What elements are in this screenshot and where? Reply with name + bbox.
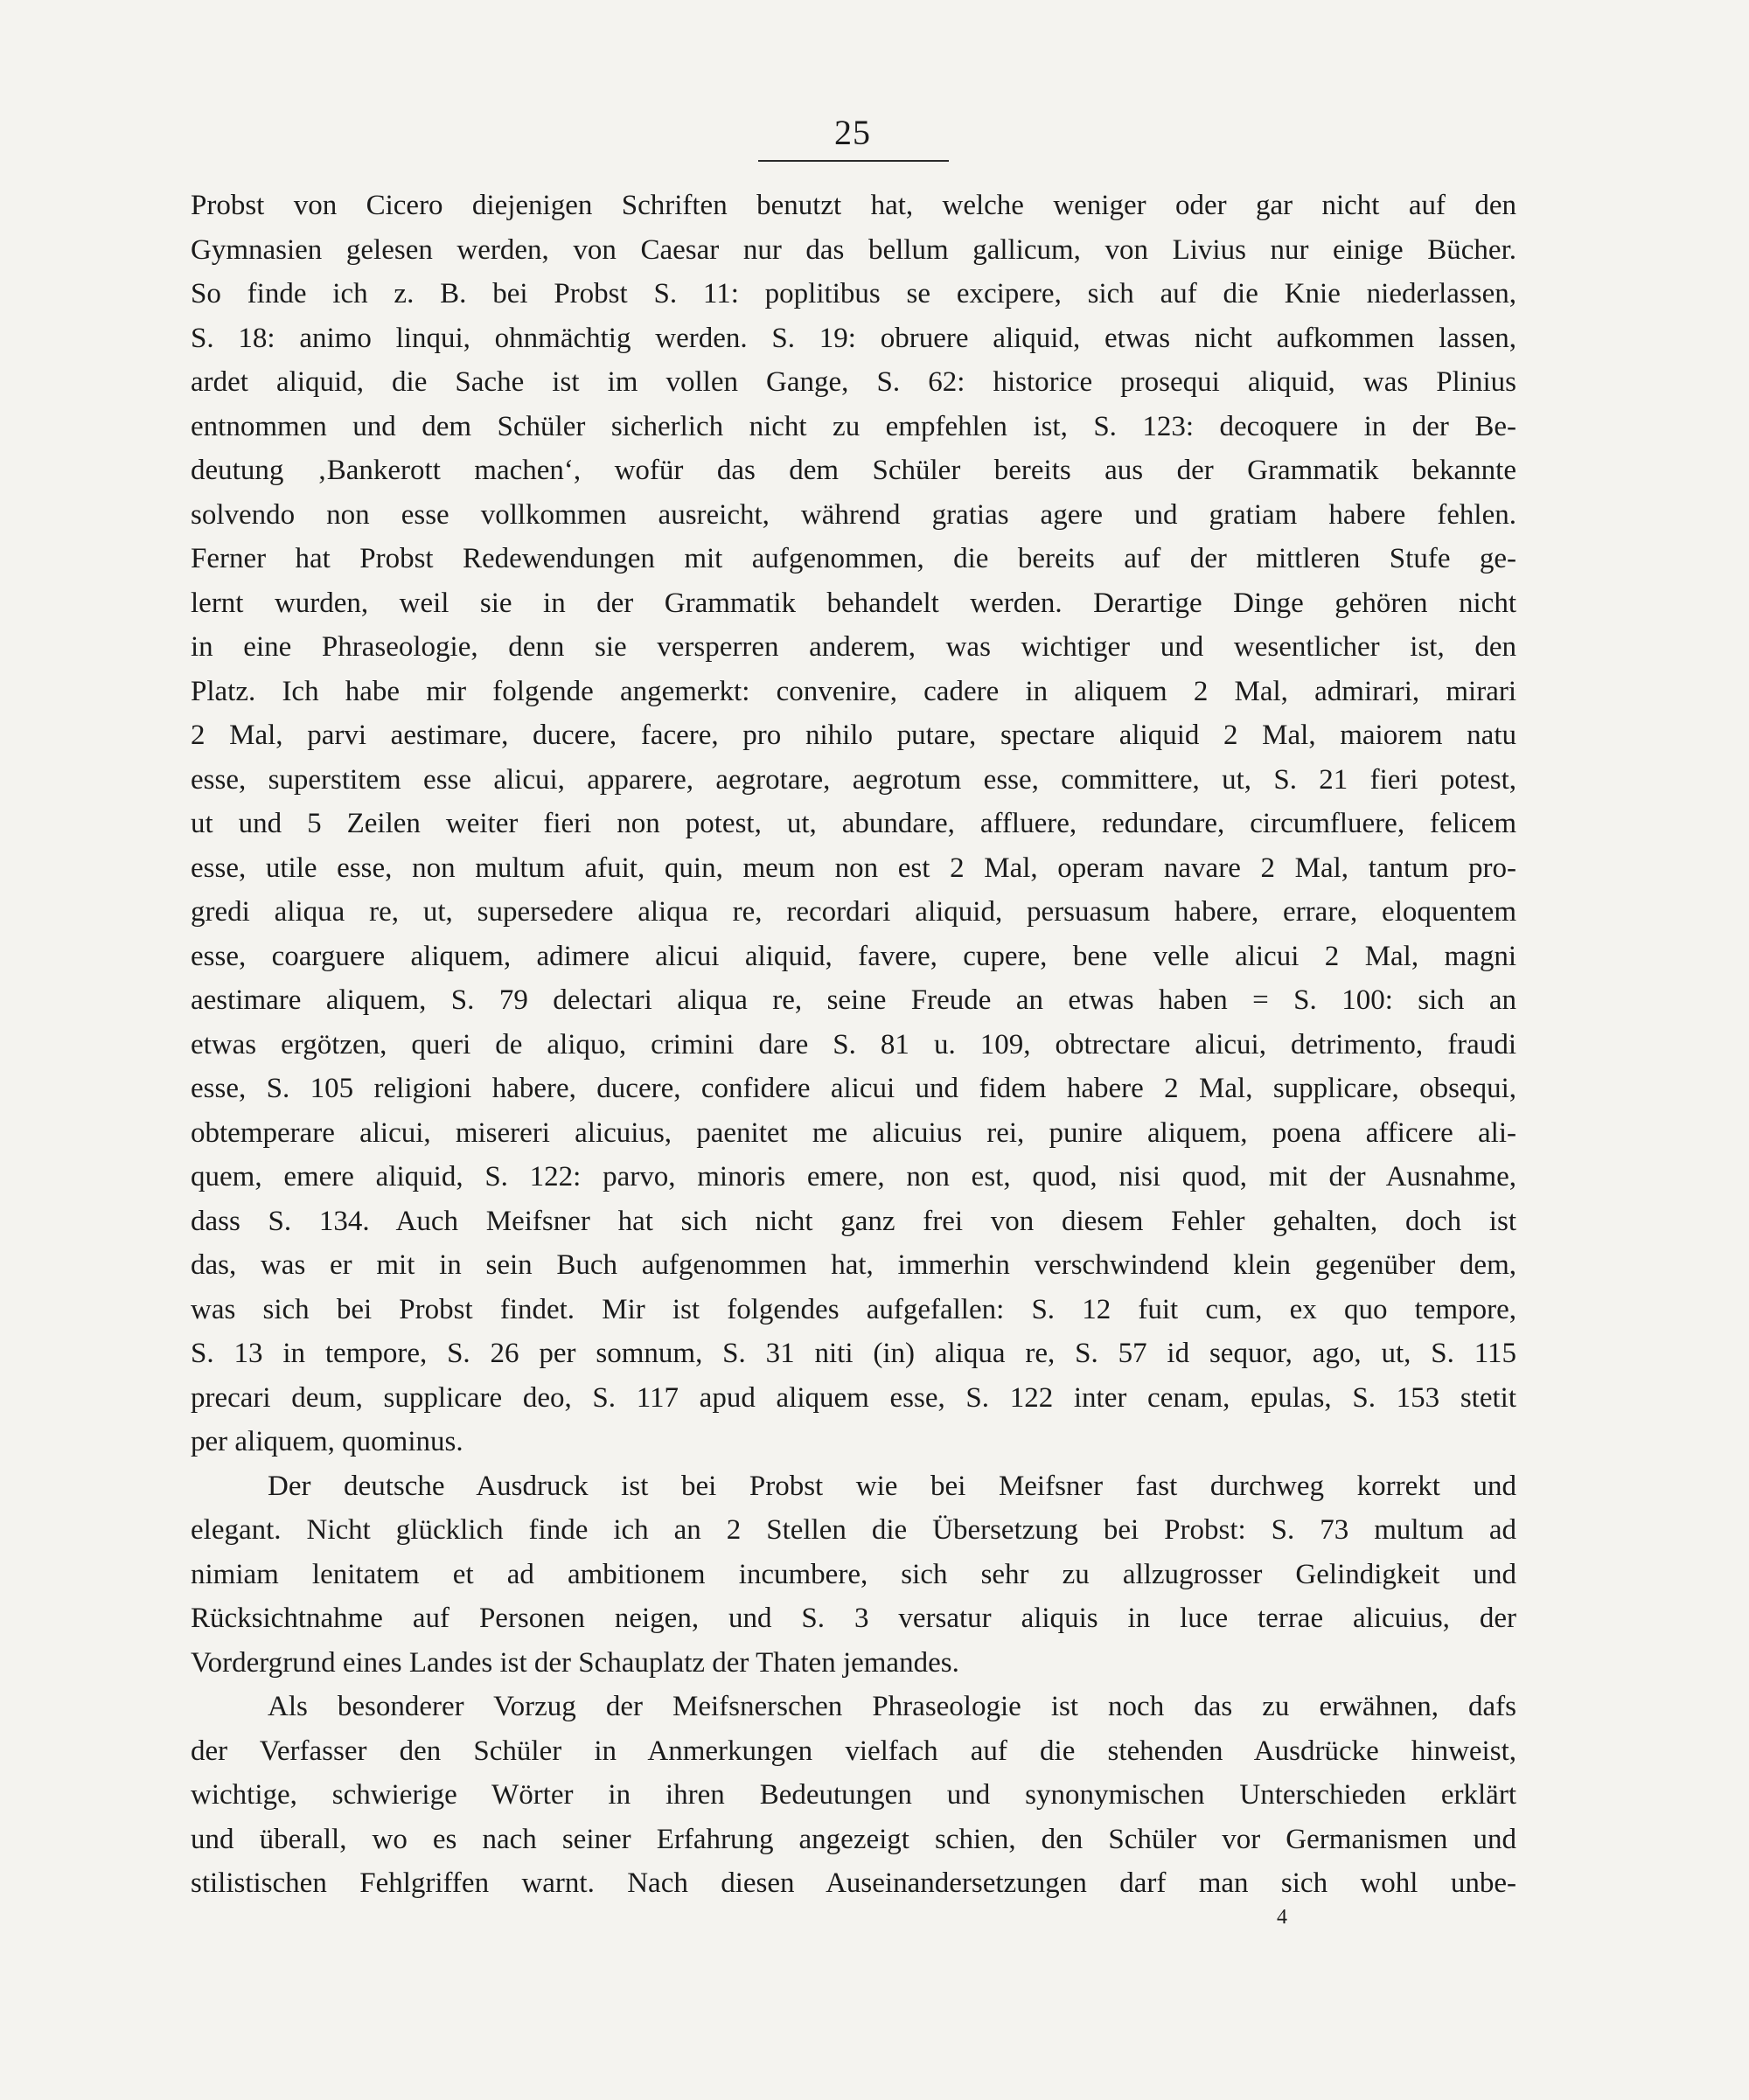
header-rule — [758, 160, 949, 162]
text-line: deutung ‚Bankerott machen‘, wofür das dem Schüler bereits aus der Grammatik bekannte — [191, 455, 1516, 486]
text-line: solvendo non esse vollkommen ausreicht, während gratias agere und gratiam habere fehlen. — [191, 498, 1516, 531]
text-line: esse, coarguere aliquem, adimere alicui aliquid, favere, cupere, bene velle alicui 2 Mal, magni — [191, 940, 1516, 972]
text-line: esse, superstitem esse alicui, apparere, aegrotare, aegrotum esse, committere, ut, S. 21 fieri potest, — [191, 763, 1516, 796]
text-line: wichtige, schwierige Wörter in ihren Bedeutungen und synonymischen Unterschieden erklärt — [191, 1779, 1516, 1811]
text-line: aestimare aliquem, S. 79 delectari aliqua re, seine Freude an etwas haben = S. 100: sich an — [191, 984, 1516, 1016]
text-line: Platz. Ich habe mir folgende angemerkt: convenire, cadere in aliquem 2 Mal, admirari, mirari — [191, 675, 1516, 707]
text-line: stilistischen Fehlgriffen warnt. Nach diesen Auseinandersetzungen darf man sich wohl unbe- — [191, 1867, 1516, 1899]
text-line: quem, emere aliquid, S. 122: parvo, minoris emere, non est, quod, nisi quod, mit der Ausnahme, — [191, 1161, 1516, 1193]
paragraph-3 — [191, 1685, 1516, 1906]
text-line: gredi aliqua re, ut, supersedere aliqua re, recordari aliquid, persuasum habere, errare, eloquentem — [191, 896, 1516, 928]
text-line: obtemperare alicui, misereri alicuius, paenitet me alicuius rei, punire aliquem, poena afficere ali- — [191, 1116, 1516, 1149]
text-line: was sich bei Probst findet. Mir ist folgendes aufgefallen: S. 12 fuit cum, ex quo tempore, — [191, 1293, 1516, 1325]
text-line: Der deutsche Ausdruck ist bei Probst wie bei Meifsner fast durchweg korrekt und — [268, 1470, 1516, 1502]
text-line: ardet aliquid, die Sache ist im vollen Gange, S. 62: historice prosequi aliquid, was Plinius — [191, 366, 1516, 398]
text-line: esse, S. 105 religioni habere, ducere, confidere alicui und fidem habere 2 Mal, supplicare, obsequi, — [191, 1073, 1516, 1104]
text-line: entnommen und dem Schüler sicherlich nicht zu empfehlen ist, S. 123: decoquere in der Be- — [191, 410, 1516, 442]
paragraph-2 — [191, 1464, 1516, 1686]
text-line: Rücksichtnahme auf Personen neigen, und S. 3 versatur aliquis in luce terrae alicuius, der — [191, 1603, 1516, 1634]
text-line: So finde ich z. B. bei Probst S. 11: poplitibus se excipere, sich auf die Knie niederlassen, — [191, 278, 1516, 309]
text-line: lernt wurden, weil sie in der Grammatik behandelt werden. Derartige Dinge gehören nicht — [191, 587, 1516, 619]
text-line: S. 18: animo linqui, ohnmächtig werden. S. 19: obruere aliquid, etwas nicht aufkommen lassen, — [191, 322, 1516, 354]
text-line: der Verfasser den Schüler in Anmerkungen vielfach auf die stehenden Ausdrücke hinweist, — [191, 1735, 1516, 1767]
text-line: nimiam lenitatem et ad ambitionem incumbere, sich sehr zu allzugrosser Gelindigkeit und — [191, 1558, 1516, 1590]
text-line: Vordergrund eines Landes ist der Schauplatz der Thaten jemandes. — [191, 1646, 959, 1679]
text-line: etwas ergötzen, queri de aliquo, crimini dare S. 81 u. 109, obtrectare alicui, detrimento, fraudi — [191, 1028, 1516, 1060]
paragraph-1 — [191, 184, 1516, 1464]
text-line: elegant. Nicht glücklich finde ich an 2 Stellen die Übersetzung bei Probst: S. 73 multum ad — [191, 1514, 1516, 1546]
text-line: Probst von Cicero diejenigen Schriften benutzt hat, welche weniger oder gar nicht auf den — [191, 190, 1516, 221]
text-line: 2 Mal, parvi aestimare, ducere, facere, pro nihilo putare, spectare aliquid 2 Mal, maiorem natu — [191, 720, 1516, 751]
text-line: in eine Phraseologie, denn sie versperren anderem, was wichtiger und wesentlicher ist, den — [191, 631, 1516, 663]
text-line: per aliquem, quominus. — [191, 1426, 463, 1457]
text-line: precari deum, supplicare deo, S. 117 apud aliquem esse, S. 122 inter cenam, epulas, S. 153 stetit — [191, 1381, 1516, 1414]
page-number: 25 — [834, 113, 871, 152]
text-line: dass S. 134. Auch Meifsner hat sich nicht ganz frei von diesem Fehler gehalten, doch ist — [191, 1205, 1516, 1237]
text-line: Als besonderer Vorzug der Meifsnerschen Phraseologie ist noch das zu erwähnen, dafs — [268, 1691, 1516, 1722]
text-line: esse, utile esse, non multum afuit, quin, meum non est 2 Mal, operam navare 2 Mal, tantum pro- — [191, 852, 1516, 884]
signature-mark: 4 — [1277, 1906, 1287, 1929]
text-line: und überall, wo es nach seiner Erfahrung angezeigt schien, den Schüler vor Germanismen und — [191, 1823, 1516, 1855]
text-line: das, was er mit in sein Buch aufgenommen hat, immerhin verschwindend klein gegenüber dem, — [191, 1249, 1516, 1281]
text-line: Ferner hat Probst Redewendungen mit aufgenommen, die bereits auf der mittleren Stufe ge- — [191, 543, 1516, 574]
text-line: ut und 5 Zeilen weiter fieri non potest, ut, abundare, affluere, redundare, circumfluere, felicem — [191, 808, 1516, 839]
text-line: Gymnasien gelesen werden, von Caesar nur das bellum gallicum, von Livius nur einige Bücher. — [191, 233, 1516, 266]
text-line: S. 13 in tempore, S. 26 per somnum, S. 31 niti (in) aliqua re, S. 57 id sequor, ago, ut, S. 115 — [191, 1338, 1516, 1369]
body-text — [191, 184, 1516, 1906]
